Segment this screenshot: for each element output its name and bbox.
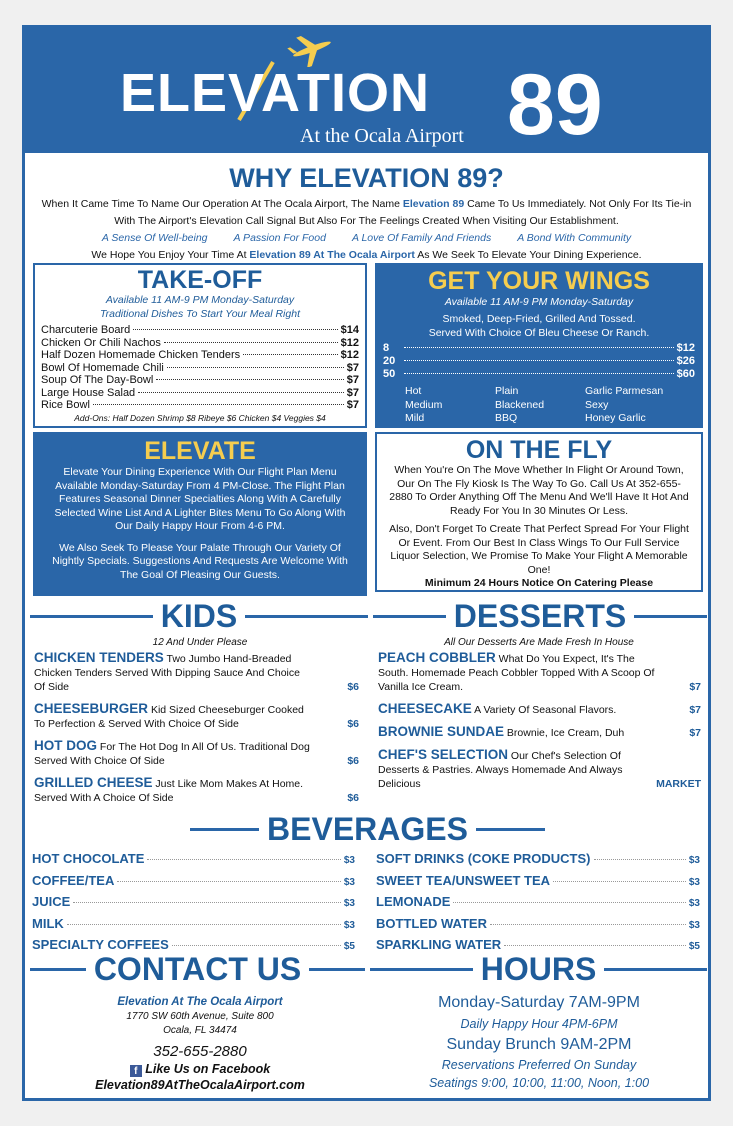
item-price: $6 xyxy=(347,755,359,767)
item-price: $3 xyxy=(343,855,355,866)
logo-subtitle: At the Ocala Airport xyxy=(300,125,464,147)
item-price: $7 xyxy=(346,386,359,399)
item-price: $7 xyxy=(689,681,701,693)
dot-leader xyxy=(172,945,341,946)
catering-notice: Minimum 24 Hours Notice On Catering Please xyxy=(424,577,654,589)
item-price: $5 xyxy=(688,941,700,952)
why-text: Came To Us Immediately. Not Only For Its Tie-in With The Airport's Elevation Call Signal But Also For The Feelings Created When Visiting Our Establishment. xyxy=(114,198,692,227)
dot-leader xyxy=(243,354,338,355)
flavor-item: Plain xyxy=(495,385,519,397)
takeoff-hours: Available 11 AM-9 PM Monday-Saturday xyxy=(105,294,295,306)
item-name: SPARKLING WATER xyxy=(376,937,502,952)
wings-flavors xyxy=(383,385,695,426)
facebook-link[interactable] xyxy=(33,1061,367,1077)
facebook-icon: f xyxy=(130,1065,142,1077)
menu-row xyxy=(32,914,355,936)
dot-leader xyxy=(67,924,341,925)
dot-leader xyxy=(117,881,341,882)
wing-count: 50 xyxy=(383,368,396,380)
item-price: $3 xyxy=(688,919,700,931)
wings-desc: Served With Choice Of Bleu Cheese Or Ranch. xyxy=(428,327,650,339)
item-price: $3 xyxy=(688,898,700,909)
why-highlight: Elevation 89 xyxy=(402,198,465,210)
item-name: BROWNIE SUNDAE xyxy=(378,724,505,739)
flavor-column xyxy=(585,385,695,426)
desserts-list xyxy=(378,651,701,791)
why-text: When It Came Time To Name Our Operation At The Ocala Airport, The Name xyxy=(41,198,403,210)
flavor-column xyxy=(405,385,495,426)
dot-leader xyxy=(164,342,338,343)
wing-size-row xyxy=(383,355,695,368)
dot-leader xyxy=(594,859,686,860)
item-price: $7 xyxy=(346,374,359,386)
item-price: $7 xyxy=(346,399,359,411)
item-price: $7 xyxy=(346,361,359,374)
item-price: $7 xyxy=(689,727,701,739)
menu-row xyxy=(41,337,359,350)
contact-header xyxy=(30,951,365,988)
menu-row xyxy=(41,387,359,400)
item-name: SOFT DRINKS (COKE PRODUCTS) xyxy=(376,851,591,866)
hours-info xyxy=(375,992,703,1092)
item-desc: What Do You Expect, It's The South. Homemade Peach Cobbler Topped With A Scoop Of Vanilla Ice Cream. xyxy=(378,653,655,693)
desserts-header xyxy=(373,598,707,635)
wings-title: GET YOUR WINGS xyxy=(428,267,650,295)
why-highlight: Elevation 89 At The Ocala Airport xyxy=(249,249,415,261)
dot-leader xyxy=(156,379,343,380)
item-name: COFFEE/TEA xyxy=(32,872,115,888)
airplane-icon xyxy=(287,31,337,67)
menu-row xyxy=(32,892,355,914)
dot-leader xyxy=(147,859,340,860)
item-name: Rice Bowl xyxy=(41,399,90,411)
menu-page xyxy=(22,25,711,1101)
item-price: $3 xyxy=(343,876,355,888)
reservations-note: Reservations Preferred On Sunday xyxy=(441,1058,637,1072)
item-desc: For The Hot Dog In All Of Us. Traditional Dog Served With Choice Of Side xyxy=(34,741,310,767)
item-price: $6 xyxy=(347,792,359,804)
item-desc: Brownie, Ice Cream, Duh xyxy=(504,727,625,739)
item-name: SPECIALTY COFFEES xyxy=(32,937,169,952)
item-price: $12 xyxy=(340,349,359,361)
wing-count: 20 xyxy=(383,355,396,367)
item-name: CHEESEBURGER xyxy=(34,701,149,716)
flavor-item: BBQ xyxy=(495,412,518,424)
flavor-item: Honey Garlic xyxy=(585,412,646,424)
beverages-header xyxy=(190,811,545,848)
item-price: $5 xyxy=(343,941,355,952)
dot-leader xyxy=(404,347,674,348)
item-name: Half Dozen Homemade Chicken Tenders xyxy=(41,349,241,361)
item-price: $14 xyxy=(340,324,359,336)
elevate-text: Elevate Your Dining Experience With Our Flight Plan Menu Available Monday-Saturday From 4 PM-Close. The Flight Plan Features Seasonal Dinner Specialties Along With A Carefully Selected Wine List And A Lighter Bites Menu To Go Along With Our Daily Happy Hour From 4-6 PM. xyxy=(54,466,346,532)
beverages-title: BEVERAGES xyxy=(267,811,468,847)
elevate-box xyxy=(33,432,367,596)
item-name: CHEF'S SELECTION xyxy=(378,747,508,762)
why-section xyxy=(30,163,703,264)
kids-item xyxy=(34,776,359,805)
item-name: PEACH COBBLER xyxy=(378,650,496,665)
wings-hours: Available 11 AM-9 PM Monday-Saturday xyxy=(444,296,634,308)
item-price: $7 xyxy=(689,704,701,716)
value-item: A Passion For Food xyxy=(233,232,326,244)
flavor-item: Garlic Parmesan xyxy=(585,385,664,397)
item-price: $3 xyxy=(343,898,355,909)
contact-title: CONTACT US xyxy=(93,951,302,987)
item-desc: A Variety Of Seasonal Flavors. xyxy=(471,704,617,716)
item-desc: Kid Sized Cheeseburger Cooked To Perfection & Served With Choice Of Side xyxy=(34,704,304,730)
contact-info xyxy=(33,995,367,1093)
dot-leader xyxy=(490,924,686,925)
menu-row xyxy=(376,914,700,936)
flavor-item: Sexy xyxy=(585,398,609,411)
facebook-label: Like Us on Facebook xyxy=(145,1062,271,1076)
menu-row xyxy=(376,892,700,914)
hours-header xyxy=(370,951,707,988)
logo-number: 89 xyxy=(507,57,603,153)
address-line: Ocala, FL 34474 xyxy=(163,1025,237,1036)
menu-row xyxy=(41,399,359,412)
takeoff-box xyxy=(33,263,367,428)
desserts-title: DESSERTS xyxy=(453,598,627,634)
item-name: HOT DOG xyxy=(34,738,97,753)
desserts-subtitle: All Our Desserts Are Made Fresh In House xyxy=(444,637,634,648)
flavor-item: Blackened xyxy=(495,398,545,411)
kids-item xyxy=(34,651,359,694)
wing-size-row xyxy=(383,368,695,381)
desserts-item xyxy=(378,725,701,740)
dot-leader xyxy=(553,881,686,882)
item-desc: Just Like Mom Makes At Home. Served With A Choice Of Side xyxy=(34,778,304,804)
wing-price: $26 xyxy=(676,355,695,367)
onthefly-title: ON THE FLY xyxy=(465,436,613,464)
kids-subtitle: 12 And Under Please xyxy=(152,637,248,648)
happy-hour: Daily Happy Hour 4PM-6PM xyxy=(460,1017,618,1031)
item-name: BOTTLED WATER xyxy=(376,915,487,931)
kids-title: KIDS xyxy=(160,598,238,634)
header-banner xyxy=(25,28,708,153)
why-closing xyxy=(30,247,703,264)
dot-leader xyxy=(404,373,674,374)
item-price: $6 xyxy=(347,681,359,693)
item-name: MILK xyxy=(32,915,64,931)
onthefly-text: Also, Don't Forget To Create That Perfect Spread For Your Flight Or Event. From Our Best In Class Wings To Our Full Service Liquor Selection, We Promise To Make Your Flight A Memorable One! xyxy=(389,523,689,576)
kids-list xyxy=(34,651,359,805)
item-name: HOT CHOCOLATE xyxy=(32,851,145,866)
takeoff-subtitle: Traditional Dishes To Start Your Meal Right xyxy=(100,308,300,320)
takeoff-addons: Add-Ons: Half Dozen Shrimp $8 Ribeye $6 Chicken $4 Veggies $4 xyxy=(74,412,326,423)
wings-box xyxy=(375,263,703,428)
menu-row xyxy=(41,362,359,375)
seatings-times: Seatings 9:00, 10:00, 11:00, Noon, 1:00 xyxy=(428,1076,650,1090)
elevate-text: We Also Seek To Please Your Palate Through Our Variety Of Nightly Specials. Suggestions And Requests Are Welcome With The Goal Of Pleasing Our Guests. xyxy=(52,541,348,581)
menu-row xyxy=(41,324,359,337)
weekday-hours: Monday-Saturday 7AM-9PM xyxy=(438,994,640,1011)
item-name: Charcuterie Board xyxy=(41,324,131,336)
value-item: A Sense Of Well-being xyxy=(101,232,208,244)
wing-price: $12 xyxy=(676,342,695,354)
phone-number[interactable]: 352-655-2880 xyxy=(153,1043,247,1060)
value-item: A Bond With Community xyxy=(517,232,632,244)
onthefly-box xyxy=(375,432,703,592)
dot-leader xyxy=(504,945,686,946)
kids-item xyxy=(34,702,359,731)
wing-size-row xyxy=(383,342,695,355)
website-link[interactable]: Elevation89AtTheOcalaAirport.com xyxy=(95,1078,305,1092)
menu-row xyxy=(41,374,359,387)
item-name: LEMONADE xyxy=(376,894,451,909)
values-list xyxy=(30,230,703,247)
item-desc: Two Jumbo Hand-Breaded Chicken Tenders Served With Dipping Sauce And Choice Of Side xyxy=(34,653,300,693)
kids-header xyxy=(30,598,368,635)
item-name: SWEET TEA/UNSWEET TEA xyxy=(376,872,551,888)
item-price: $3 xyxy=(688,855,700,866)
dot-leader xyxy=(404,360,674,361)
desserts-item xyxy=(378,702,701,717)
why-text: As We Seek To Elevate Your Dining Experience. xyxy=(414,249,642,261)
address-line: 1770 SW 60th Avenue, Suite 800 xyxy=(126,1011,274,1022)
wing-price: $60 xyxy=(676,368,695,380)
desserts-item xyxy=(378,748,701,791)
flavor-item: Medium xyxy=(405,398,443,411)
hours-title: HOURS xyxy=(480,951,597,987)
menu-row xyxy=(32,871,355,893)
why-title: WHY ELEVATION 89? xyxy=(229,163,504,193)
flavor-column xyxy=(495,385,585,426)
item-price: $12 xyxy=(340,336,359,349)
dot-leader xyxy=(133,329,337,330)
desserts-item xyxy=(378,651,701,694)
item-desc: Our Chef's Selection Of Desserts & Pastries. Always Homemade And Always Delicious xyxy=(378,750,623,790)
why-text: We Hope You Enjoy Your Time At xyxy=(91,249,250,261)
item-name: JUICE xyxy=(32,894,71,909)
item-name: Chicken Or Chili Nachos xyxy=(41,336,161,349)
kids-item xyxy=(34,739,359,768)
dot-leader xyxy=(453,902,685,903)
item-price: MARKET xyxy=(656,778,701,790)
elevate-title: ELEVATE xyxy=(144,437,256,465)
item-name: GRILLED CHEESE xyxy=(34,775,153,790)
menu-row xyxy=(376,849,700,871)
flavor-item: Hot xyxy=(405,385,422,397)
item-price: $3 xyxy=(343,919,355,931)
menu-row xyxy=(376,871,700,893)
item-name: Soup Of The Day-Bowl xyxy=(41,374,154,386)
wing-count: 8 xyxy=(383,342,390,354)
why-paragraph xyxy=(30,196,703,230)
menu-row xyxy=(41,349,359,362)
item-name: Bowl Of Homemade Chili xyxy=(41,361,164,374)
dot-leader xyxy=(93,404,344,405)
logo-word: ELEVATION xyxy=(120,63,431,123)
dot-leader xyxy=(138,392,344,393)
item-price: $3 xyxy=(688,876,700,888)
value-item: A Love Of Family And Friends xyxy=(351,232,492,244)
takeoff-title: TAKE-OFF xyxy=(137,266,263,294)
onthefly-text: When You're On The Move Whether In Flight Or Around Town, Our On The Fly Kiosk Is The Way To Go. Call Us At 352-655-2880 To Order Anything Off The Menu And We'll Have It Hot And Ready For You In 30 Minutes Or Less. xyxy=(389,464,689,517)
beverages-left xyxy=(32,849,355,957)
item-name: CHICKEN TENDERS xyxy=(34,650,164,665)
dot-leader xyxy=(167,367,344,368)
business-name: Elevation At The Ocala Airport xyxy=(117,996,283,1008)
beverages-right xyxy=(376,849,700,957)
brunch-hours: Sunday Brunch 9AM-2PM xyxy=(446,1036,632,1053)
item-name: Large House Salad xyxy=(41,386,136,399)
dot-leader xyxy=(73,902,341,903)
item-name: CHEESECAKE xyxy=(378,701,472,716)
flavor-item: Mild xyxy=(405,412,425,424)
menu-row xyxy=(32,849,355,871)
wings-desc: Smoked, Deep-Fried, Grilled And Tossed. xyxy=(442,313,636,325)
item-price: $6 xyxy=(347,718,359,730)
